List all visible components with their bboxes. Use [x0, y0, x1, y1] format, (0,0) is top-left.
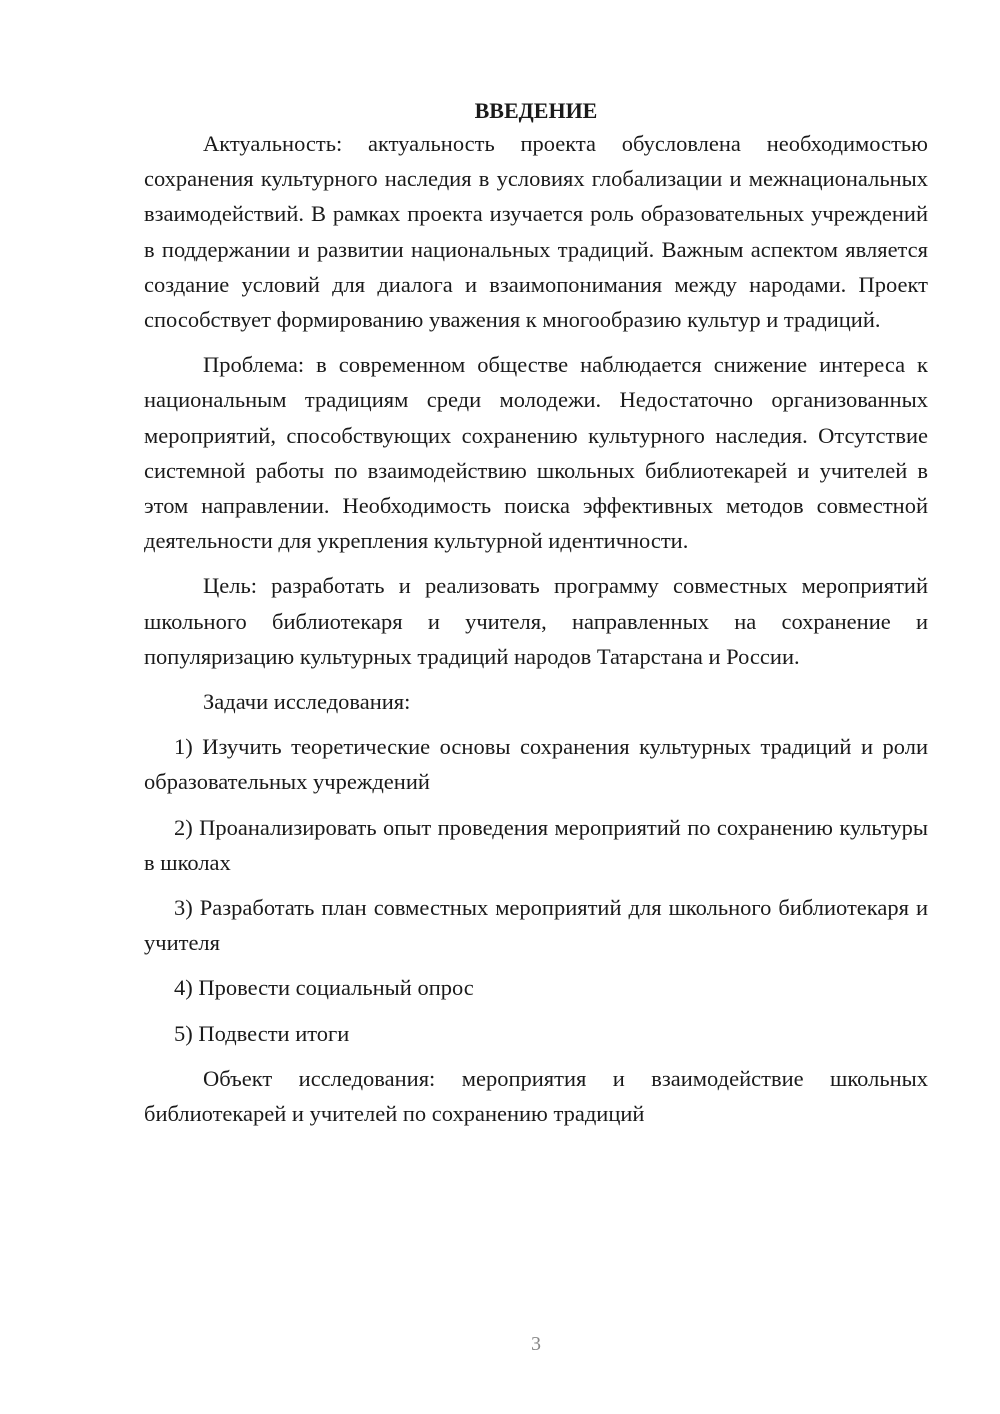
list-item: 5) Подвести итоги: [174, 1020, 350, 1046]
object-paragraph: Объект исследования: мероприятия и взаимодействие школьных библиотекарей и учителей по сохранению традиций: [144, 1065, 928, 1127]
section-title: ВВЕДЕНИЕ: [474, 98, 598, 123]
list-item: 4) Провести социальный опрос: [174, 975, 474, 1001]
tasks-heading: Задачи исследования:: [203, 689, 411, 715]
list-item: 2) Проанализировать опыт проведения мероприятий по сохранению культуры в школах: [144, 814, 928, 875]
problem-paragraph: Проблема: в современном обществе наблюдается снижение интереса к национальным традициям среди молодежи. Недостаточно организованных мероприятий, способствующих сохранению культурного наследия. Отсутствие системной работы по взаимодействию школьных библиотекарей и учителей в этом направлении. Необходимость поиска эффективных методов совместной деятельности для укрепления культурной идентичности.: [144, 352, 928, 554]
relevance-paragraph: Актуальность: актуальность проекта обусловлена необходимостью сохранения культурного наследия в условиях глобализации и межнациональных взаимодействий. В рамках проекта изучается роль образовательных учреждений в поддержании и развитии национальных традиций. Важным аспектом является создание условий для диалога и взаимопонимания между народами. Проект способствует формированию уважения к многообразию культур и традиций.: [144, 131, 928, 333]
page-number: 3: [531, 1333, 541, 1355]
list-item: 1) Изучить теоретические основы сохранения культурных традиций и роли образовательных учреждений: [144, 734, 928, 795]
tasks-list: [144, 729, 928, 1051]
goal-paragraph: Цель: разработать и реализовать программу совместных мероприятий школьного библиотекаря и учителя, направленных на сохранение и популяризацию культурных традиций народов Татарстана и России.: [144, 573, 928, 669]
list-item: 3) Разработать план совместных мероприятий для школьного библиотекаря и учителя: [144, 895, 928, 956]
page-content: [144, 94, 928, 1131]
